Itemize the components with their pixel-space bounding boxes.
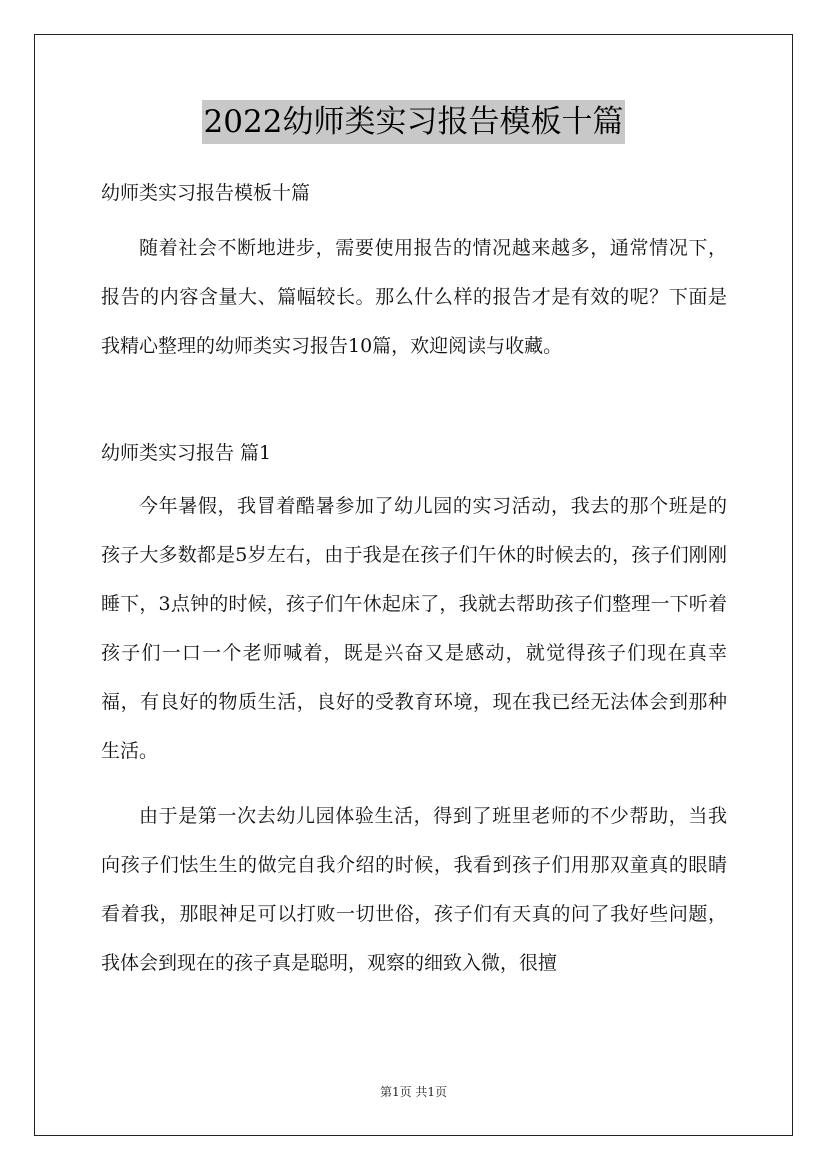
document-title-wrapper (0, 100, 827, 144)
document-subtitle: 幼师类实习报告模板十篇 (101, 182, 311, 204)
document-body (101, 175, 727, 1004)
document-title: 2022幼师类实习报告模板十篇 (202, 100, 626, 144)
page-number-label: 第1页 共1页 (379, 1085, 448, 1099)
body-paragraph-1: 今年暑假，我冒着酷暑参加了幼儿园的实习活动，我去的那个班是的孩子大多数都是5岁左右，由于我是在孩子们午休的时候去的，孩子们刚刚睡下，3点钟的时候，孩子们午休起床了，我就去帮助孩子们整理一下听着孩子们一口一个老师喊着，既是兴奋又是感动，就觉得孩子们现在真幸福，有良好的物质生活，良好的受教育环境，现在我已经无法体会到那种生活。 (101, 495, 727, 762)
page-footer (0, 1083, 827, 1100)
intro-paragraph: 随着社会不断地进步，需要使用报告的情况越来越多，通常情况下，报告的内容含量大、篇幅较长。那么什么样的报告才是有效的呢？下面是我精心整理的幼师类实习报告10篇，欢迎阅读与收藏。 (101, 237, 727, 357)
body-paragraph-2: 由于是第一次去幼儿园体验生活，得到了班里老师的不少帮助，当我向孩子们怯生生的做完自我介绍的时候，我看到孩子们用那双童真的眼睛看着我，那眼神足可以打败一切世俗，孩子们有天真的问了我好些问题，我体会到现在的孩子真是聪明，观察的细致入微，很擅 (101, 805, 727, 974)
section-heading: 幼师类实习报告 篇1 (101, 442, 272, 464)
section-spacer (101, 387, 727, 435)
